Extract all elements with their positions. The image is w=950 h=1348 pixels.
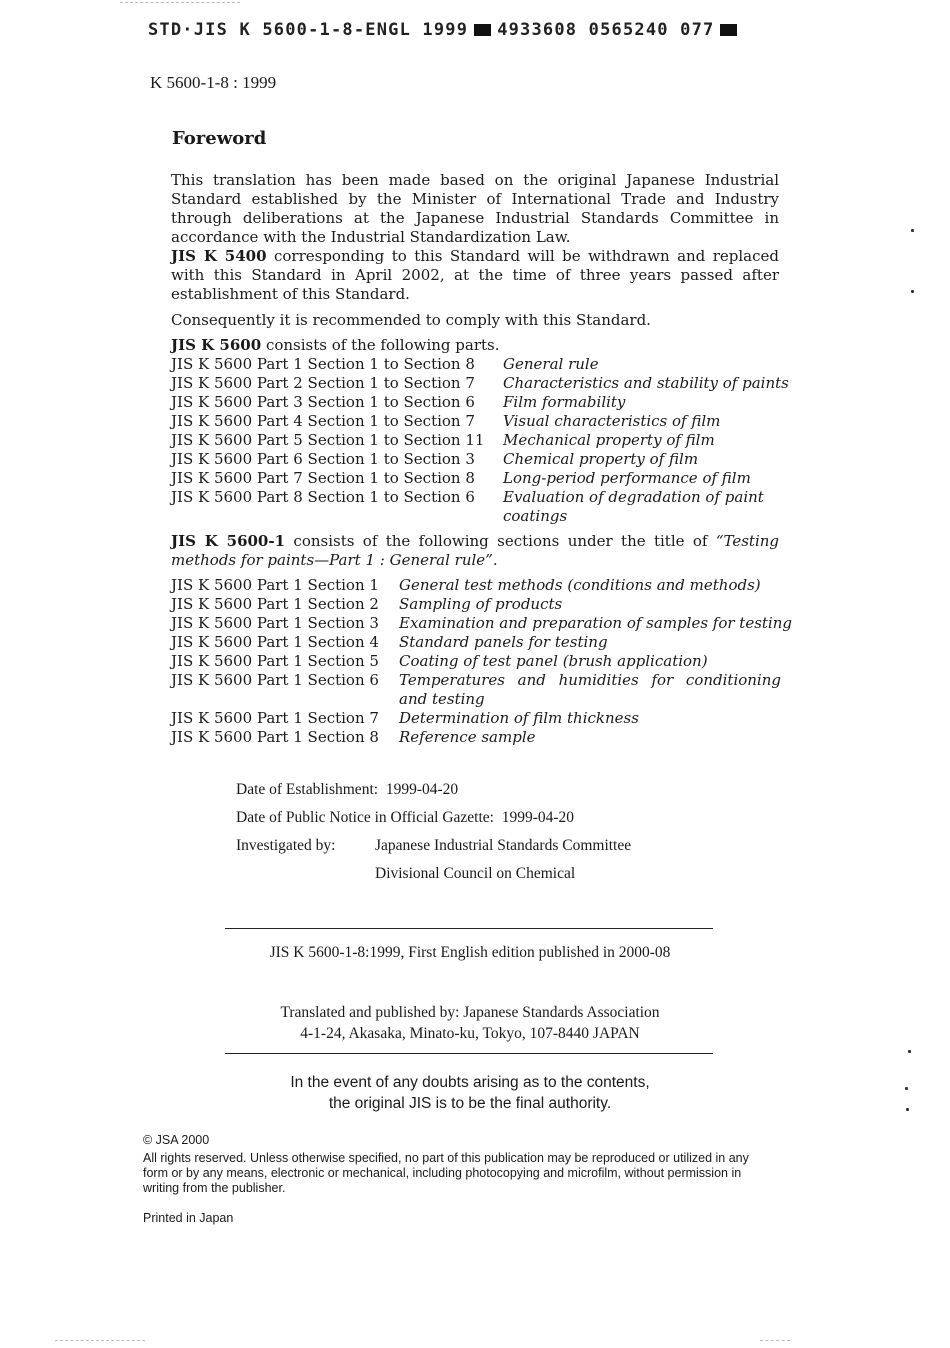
std-numbers: 4933608 0565240 077 [497, 20, 715, 40]
foreword-paragraph-3: Consequently it is recommended to comply with this Standard. [171, 311, 651, 329]
scan-artifact-top [120, 2, 240, 3]
scan-speck [906, 1108, 909, 1111]
notice-label: Date of Public Notice in Official Gazette: [236, 809, 494, 826]
printed-in: Printed in Japan [143, 1211, 234, 1225]
part-ref: JIS K 5600 Part 6 Section 1 to Section 3 [171, 450, 475, 468]
publisher-address: 4-1-24, Akasaka, Minato-ku, Tokyo, 107-8440 JAPAN [300, 1025, 640, 1042]
part-ref: JIS K 5600 Part 4 Section 1 to Section 7 [171, 412, 475, 430]
sections-intro-text: consists of the following sections under the title of [285, 532, 716, 550]
part-title: Film formability [503, 393, 626, 411]
section-title: Determination of film thickness [399, 709, 639, 727]
copyright: © JSA 2000 [143, 1133, 210, 1147]
date-of-public-notice [236, 809, 574, 827]
part-ref: JIS K 5600 Part 5 Section 1 to Section 11 [171, 431, 485, 449]
section-title: General test methods (conditions and methods) [399, 576, 761, 594]
rights-statement: All rights reserved. Unless otherwise specified, no part of this publication may be reproduced or utilized in any form or by any means, electronic or mechanical, including photocopying and microfilm, without permission in writing from the publisher. [143, 1151, 749, 1195]
foreword-paragraph-1: This translation has been made based on the original Japanese Industrial Standard established by the Minister of International Trade and Industry through deliberations at the Japanese Industrial Standards Committee in accordance with the Industrial Standardization Law. [171, 171, 779, 246]
scan-speck [911, 229, 914, 232]
section-title: Reference sample [399, 728, 536, 746]
authority-line-1: In the event of any doubts arising as to the contents, [290, 1074, 650, 1091]
scan-speck [905, 1087, 908, 1090]
paragraph-2-text: corresponding to this Standard will be withdrawn and replaced with this Standard in April 2002, at the time of three years passed after establishment of this Standard. [171, 247, 779, 303]
date-of-establishment [236, 781, 458, 799]
section-title: Temperatures and humidities for conditioning and testing [399, 671, 781, 708]
investigated-by-label: Investigated by: [236, 837, 336, 854]
section-ref: JIS K 5600 Part 1 Section 4 [171, 633, 379, 651]
section-ref: JIS K 5600 Part 1 Section 1 [171, 576, 379, 594]
edition-statement: JIS K 5600-1-8:1999, First English edition published in 2000-08 [269, 944, 671, 961]
investigated-by-line-2: Divisional Council on Chemical [375, 865, 576, 882]
document-number: K 5600-1-8 : 1999 [150, 73, 277, 92]
parts-intro [171, 336, 779, 355]
section-ref: JIS K 5600 Part 1 Section 7 [171, 709, 379, 727]
notice-value: 1999-04-20 [501, 809, 575, 826]
section-ref: JIS K 5600 Part 1 Section 5 [171, 652, 379, 670]
part-title: Mechanical property of film [503, 431, 715, 449]
foreword-paragraph-2 [171, 247, 779, 304]
part-title: Visual characteristics of film [503, 412, 721, 430]
part-ref: JIS K 5600 Part 1 Section 1 to Section 8 [171, 355, 475, 373]
section-title: Coating of test panel (brush application) [399, 652, 708, 670]
section-ref: JIS K 5600 Part 1 Section 3 [171, 614, 379, 632]
scan-speck [908, 1050, 911, 1053]
section-ref: JIS K 5600 Part 1 Section 8 [171, 728, 379, 746]
scan-artifact-bottom-right [760, 1340, 790, 1341]
establishment-value: 1999-04-20 [385, 781, 459, 798]
parts-intro-text: consists of the following parts. [261, 336, 500, 354]
part-title: Characteristics and stability of paints [503, 374, 789, 392]
std-prefix: STD·JIS K 5600-1-8-ENGL 1999 [148, 20, 469, 40]
publisher-line-1: Translated and published by: Japanese Standards Association [280, 1004, 660, 1021]
establishment-label: Date of Establishment: [236, 781, 379, 798]
sections-intro-title: “Testing methods for paints—Part 1 : General rule”. [171, 532, 779, 569]
part-title: Long-period performance of film [503, 469, 751, 487]
scan-speck [911, 290, 914, 293]
jis-k-5600-ref: JIS K 5600 [171, 336, 262, 354]
divider-bottom [225, 1053, 713, 1054]
sections-intro [171, 532, 779, 570]
part-ref: JIS K 5600 Part 8 Section 1 to Section 6 [171, 488, 475, 506]
black-block-mark [474, 24, 491, 36]
investigated-by-line-1: Japanese Industrial Standards Committee [375, 837, 632, 854]
black-block-mark [720, 24, 737, 36]
scan-artifact-bottom-left [55, 1340, 145, 1341]
part-title: Evaluation of degradation of paint coatings [503, 488, 764, 525]
part-title: Chemical property of film [503, 450, 699, 468]
foreword-heading: Foreword [172, 128, 267, 149]
section-ref: JIS K 5600 Part 1 Section 2 [171, 595, 379, 613]
jis-k-5400-ref: JIS K 5400 [171, 247, 267, 265]
part-title: General rule [503, 355, 599, 373]
part-ref: JIS K 5600 Part 7 Section 1 to Section 8 [171, 469, 475, 487]
std-catalog-line [148, 20, 743, 40]
jis-k-5600-1-ref: JIS K 5600-1 [171, 532, 286, 550]
divider-top [225, 928, 713, 929]
section-title: Standard panels for testing [399, 633, 608, 651]
section-ref: JIS K 5600 Part 1 Section 6 [171, 671, 379, 689]
section-title: Examination and preparation of samples for testing [399, 614, 792, 632]
section-title: Sampling of products [399, 595, 563, 613]
authority-line-2: the original JIS is to be the final authority. [328, 1095, 612, 1112]
part-ref: JIS K 5600 Part 3 Section 1 to Section 6 [171, 393, 475, 411]
part-ref: JIS K 5600 Part 2 Section 1 to Section 7 [171, 374, 475, 392]
